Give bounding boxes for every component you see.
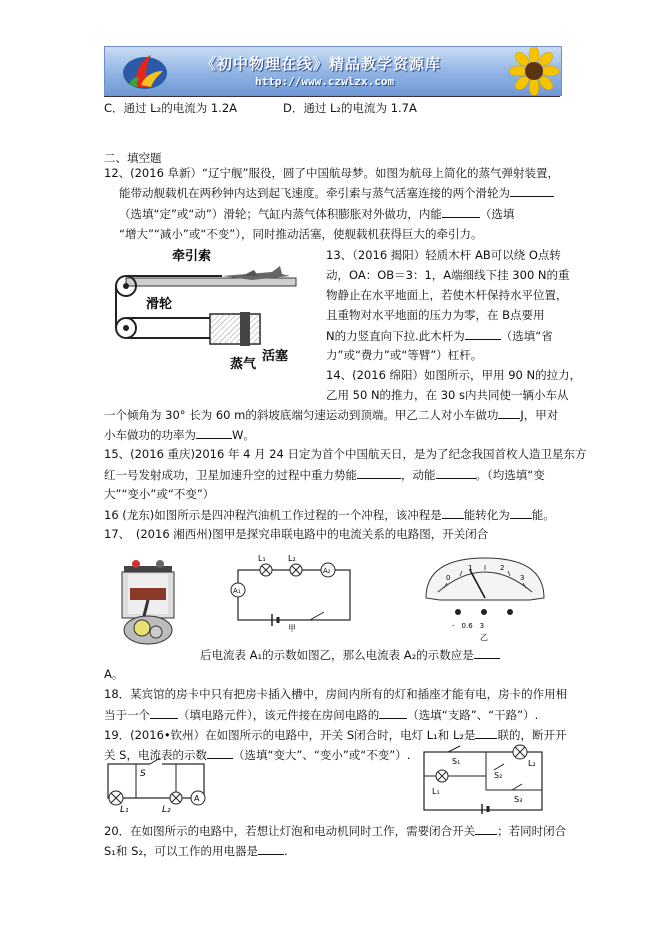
q15-text: 红一号发射成功，卫星加速升空的过程中重力势能 [104, 468, 357, 482]
q20-line1 [104, 822, 566, 839]
label-qianyinsuo: 牵引索 [172, 249, 212, 264]
meter-tick-1: 1 [468, 564, 473, 572]
q19-text: 19．(2016•钦州）在如图所示的电路中，开关 S闭合时，电灯 L₁和 L₂是 [104, 728, 476, 742]
q14-text: 一个倾角为 30° 长为 60 m的斜坡底端匀速运动到顶端。甲乙二人对小车做功 [104, 408, 499, 422]
c19-L1: L₁ [120, 805, 129, 814]
q14-text3: 小车做功的功率为 [104, 428, 196, 442]
meter-tick-2: 2 [500, 564, 505, 572]
header-rule [104, 96, 560, 97]
c20-L2: L₂ [528, 759, 536, 768]
q15-text2: ，动能 [401, 468, 436, 482]
q20-text3: S₁和 S₂，可以工作的用电器是 [104, 844, 258, 858]
q12-line2 [119, 184, 554, 201]
engine-figure [108, 558, 188, 648]
c17-A2: A₂ [323, 567, 331, 575]
q14-line2: 乙用 50 N的推力，在 30 s内共同使一辆小车从 [326, 388, 569, 402]
q18-text: 当于一个 [104, 708, 150, 722]
c17-L1: L₁ [258, 554, 266, 563]
c17-jia: 甲 [288, 624, 296, 632]
label-zhengqi: 蒸气 [230, 357, 257, 372]
meter-tick-0: 0 [446, 574, 451, 582]
q19-text4: （选填“变大”、“变小”或“不变”）. [232, 748, 411, 762]
question-options-cd: C．通过 L₂的电流为 1.2A D．通过 L₂的电流为 1.7A [104, 101, 417, 115]
q14-line4 [104, 426, 255, 443]
meter-tick-3: 3 [520, 574, 525, 582]
c17-L2: L₂ [288, 554, 296, 563]
q13-text: N的力竖直向下拉.此木杆为 [326, 329, 465, 343]
q12-text2: （选填“定”或“动”）滑轮；气缸内蒸气体积膨胀对外做功，内能 [119, 207, 442, 221]
sunflower-icon [509, 47, 559, 95]
section-heading: 二、填空题 [104, 151, 162, 165]
c20-S3: S₃ [514, 795, 523, 804]
q16-line [104, 506, 555, 523]
c19-L2: L₂ [162, 805, 171, 814]
q18-blank2[interactable] [379, 706, 407, 719]
q16-blank1[interactable] [442, 506, 464, 519]
q13-line1: 13、（2016 揭阳）轻质木杆 AB可以绕 O点转 [326, 248, 561, 262]
q20-blank2[interactable] [258, 842, 284, 855]
q18-line1: 18．某宾馆的房卡中只有把房卡插入槽中，房间内所有的灯和插座才能有电，房卡的作用相 [104, 687, 568, 701]
q16-blank2[interactable] [510, 506, 532, 519]
q18-blank1[interactable] [150, 706, 178, 719]
q19-text2: 联的，断开开 [497, 728, 567, 742]
q16-text3: 能。 [531, 508, 555, 522]
q20-text: 20．在如图所示的电路中，若想让灯泡和电动机同时工作，需要闭合开关 [104, 824, 476, 838]
label-hualun: 滑轮 [146, 297, 173, 312]
q14-blank1[interactable] [498, 406, 520, 419]
q14-blank2[interactable] [196, 426, 232, 439]
q13-line5 [326, 327, 553, 344]
q12-blank2[interactable] [442, 205, 480, 218]
q15-line3: 大”“变小”或“不变”） [104, 487, 215, 501]
q17-line3: A。 [104, 667, 124, 681]
circuit19-figure [100, 758, 210, 814]
q15-text3: 。（均选填“变 [475, 468, 545, 482]
q19-blank2[interactable] [207, 746, 233, 759]
q20-blank1[interactable] [475, 822, 497, 835]
q20-text2: ；若同时闭合 [497, 824, 567, 838]
q18-line2 [104, 706, 538, 723]
q13-blank[interactable] [465, 327, 501, 340]
header-url[interactable]: http://www.czwlzx.com [255, 75, 395, 88]
q13-line6: 力”或“费力”或“等臂”）杠杆。 [326, 348, 483, 362]
circuit20-figure [416, 742, 548, 814]
q15-line1: 15、(2016 重庆)2016 年 4 月 24 日定为首个中国航天日，是为了纪念我国首枚人造卫星东方 [104, 447, 587, 461]
logo-icon [115, 49, 175, 93]
header-banner [104, 46, 562, 96]
q19-blank1[interactable] [475, 726, 497, 739]
q18-text2: （填电路元件），该元件接在房间电路的 [178, 708, 380, 722]
q12-line4: “增大”“减小”或“不变”），同时推动活塞，使舰载机获得巨大的牵引力。 [119, 227, 483, 241]
q14-text2: J，甲对 [520, 408, 559, 422]
c19-A: A [194, 794, 200, 803]
c19-S: S [140, 769, 146, 779]
q16-text2: 能转化为 [463, 508, 510, 522]
q13-line4: 且重物对水平地面的压力为零，在 B点要用 [326, 308, 545, 322]
ammeter-figure [420, 548, 550, 644]
q19-line1 [104, 726, 566, 743]
q12-text3: （选填 [479, 207, 515, 221]
q13-line2: 动，OA：OB＝3：1，A端细线下挂 300 N的重 [326, 268, 570, 282]
q12-blank1[interactable] [510, 184, 554, 197]
q17-text: 后电流表 A₁的示数如图乙，那么电流表 A₂的示数应是 [200, 648, 474, 662]
c20-L1: L₁ [432, 787, 440, 796]
meter-terminals: - 0.6 3 [452, 622, 485, 630]
q14-line3 [104, 406, 558, 423]
label-huosai: 活塞 [262, 349, 289, 364]
catapult-figure [112, 246, 312, 376]
q20-text4: . [283, 844, 288, 858]
q17-line2 [200, 646, 500, 663]
q15-line2 [104, 466, 545, 483]
c20-S2: S₂ [494, 771, 503, 780]
q13-text2: （选填“省 [500, 329, 553, 343]
q12-text: 能带动舰载机在两秒钟内达到起飞速度。牵引索与蒸气活塞连接的两个滑轮为 [119, 186, 510, 200]
q13-line3: 物静止在水平地面上，若使木杆保持水平位置， [326, 288, 568, 302]
q15-blank1[interactable] [357, 466, 401, 479]
q20-line2 [104, 842, 288, 859]
q14-line1: 14、(2016 绵阳）如图所示，甲用 90 N的拉力， [326, 368, 582, 382]
circuit17-jia-figure [224, 552, 364, 632]
c17-yi: 乙 [480, 633, 488, 642]
q15-blank2[interactable] [436, 466, 476, 479]
q17-line1: 17、 (2016 湘西州)图甲是探究串联电路中的电流关系的电路图，开关闭合 [104, 527, 489, 541]
c17-A1: A₁ [233, 587, 241, 595]
q16-text: 16 (龙东)如图所示是四冲程汽油机工作过程的一个冲程，该冲程是 [104, 508, 442, 522]
c20-S1: S₁ [452, 757, 461, 766]
q19-text3: 关 S，电流表的示数 [104, 748, 207, 762]
q14-text4: W。 [232, 428, 255, 442]
q12-line3 [119, 205, 514, 222]
header-title: 《初中物理在线》精品教学资源库 [201, 55, 442, 73]
q18-text3: （选填“支路”、“干路”）. [407, 708, 539, 722]
q17-blank[interactable] [474, 646, 500, 659]
q12-line1: 12、(2016 阜新）“辽宁舰”服役，圆了中国航母梦。如图为航母上简化的蒸气弹射装置， [104, 166, 559, 180]
